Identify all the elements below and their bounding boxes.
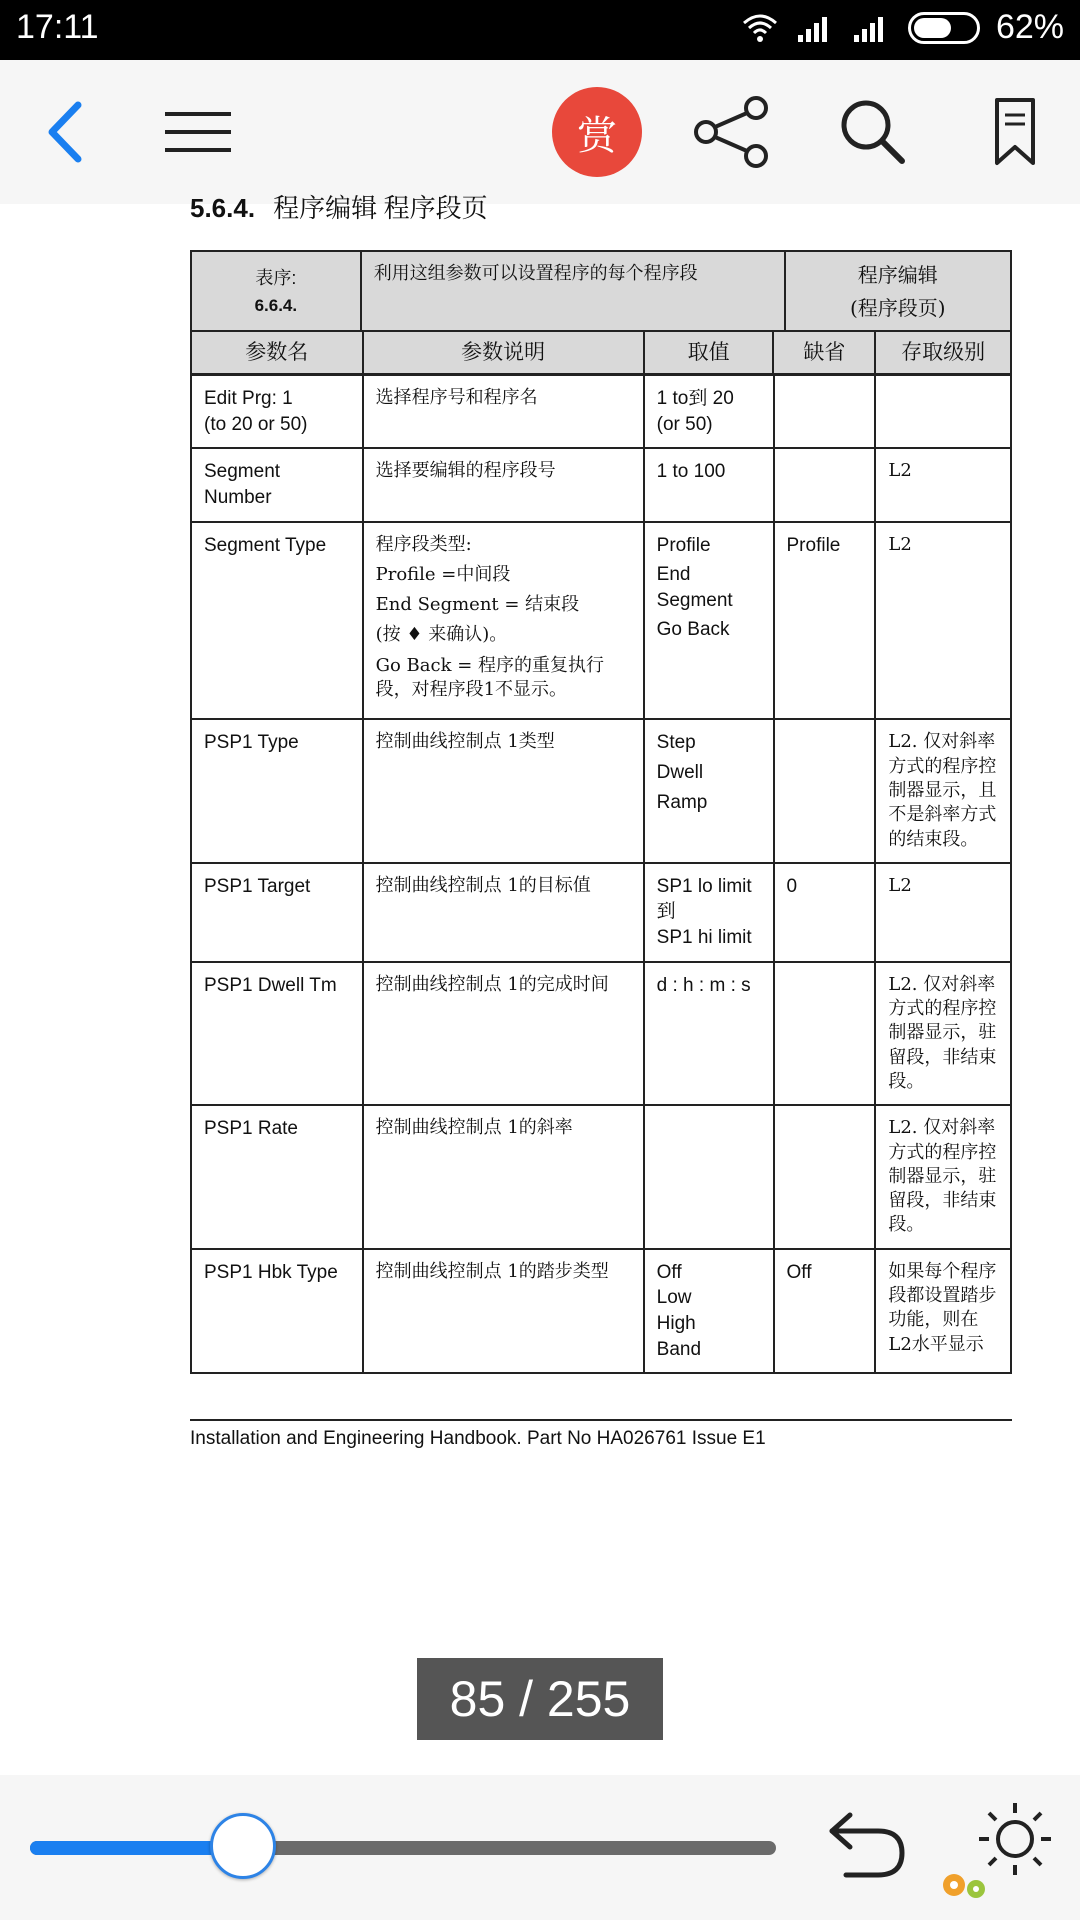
menu-button[interactable]: [160, 60, 236, 204]
param-desc-line: 控制曲线控制点 1的斜率: [375, 1117, 573, 1139]
param-name-line: PSP1 Target: [204, 875, 311, 897]
param-value-line: Dwell: [656, 761, 704, 783]
table-label: 表序:: [255, 268, 297, 289]
table-header-block: [190, 250, 1012, 334]
param-value-line: High: [656, 1313, 696, 1334]
param-value-line: d : h : m : s: [656, 974, 751, 996]
table-row: [191, 1249, 1011, 1374]
param-desc-line: 控制曲线控制点 1的目标值: [375, 874, 591, 896]
param-default-text: Profile: [786, 534, 841, 556]
page-indicator: 85 / 255: [417, 1658, 663, 1740]
table-label-cell: [191, 251, 361, 333]
param-value-line: 1 to 100: [656, 461, 726, 483]
back-button[interactable]: [30, 60, 100, 204]
table-row: [191, 962, 1011, 1105]
param-value-line: SP1 hi limit: [656, 927, 752, 949]
param-name-cell: [191, 1105, 363, 1248]
table-row: [191, 448, 1011, 521]
param-name-cell: [191, 375, 363, 448]
share-icon: [692, 96, 772, 168]
footer-text: Installation and Engineering Handbook. Part No HA026761 Issue E1: [190, 1428, 766, 1449]
param-desc-line: 控制曲线控制点 1的完成时间: [375, 973, 609, 995]
param-desc-cell: [363, 863, 644, 962]
param-default-cell: [774, 448, 876, 521]
param-value-cell: [644, 863, 774, 962]
param-default-cell: [774, 522, 876, 720]
col-header-default: 缺省: [773, 331, 875, 374]
status-icons: [740, 8, 1064, 47]
param-value-cell: [644, 1249, 774, 1374]
param-access-cell: [875, 962, 1011, 1105]
wifi-icon: [740, 13, 780, 43]
table-row: [191, 719, 1011, 862]
param-access-text: L2: [888, 460, 912, 482]
param-value-line: Low: [656, 1287, 692, 1309]
col-header-desc: 参数说明: [363, 331, 644, 374]
param-desc-line: (按 ♦ 来确认)。: [375, 624, 508, 646]
param-value-line: 到: [656, 901, 676, 923]
page-slider-thumb[interactable]: [210, 1813, 276, 1879]
bottom-bar: [0, 1775, 1080, 1920]
param-value-line: Ramp: [656, 791, 708, 813]
table-title-line2: (程序段页): [849, 296, 946, 320]
param-desc-cell: [363, 375, 644, 448]
param-desc-line: 选择程序号和程序名: [375, 387, 538, 408]
section-title: 程序编辑 程序段页: [273, 194, 488, 223]
param-name-cell: [191, 719, 363, 862]
col-header-access: 存取级别: [875, 331, 1011, 374]
top-toolbar: [0, 60, 1080, 204]
param-name-line: Segment: [204, 461, 281, 483]
param-name-line: Number: [204, 486, 272, 508]
parameter-table: [190, 374, 1012, 1374]
reward-button[interactable]: 赏: [552, 87, 642, 177]
param-name-line: (to 20 or 50): [204, 413, 308, 435]
share-button[interactable]: [690, 60, 774, 204]
param-name-line: PSP1 Type: [204, 732, 299, 754]
param-desc-line: 控制曲线控制点 1类型: [375, 731, 555, 753]
signal-icon-2: [852, 13, 892, 43]
gear-icon: [938, 1865, 994, 1905]
param-value-line: Go Back: [656, 619, 730, 641]
undo-button[interactable]: [826, 1805, 910, 1889]
param-access-text: L2. 仅对斜率方式的程序控制器显示，驻留段，非结束段。: [888, 973, 997, 1092]
param-name-line: Segment Type: [204, 534, 327, 556]
search-icon: [838, 97, 908, 167]
param-desc-line: 程序段类型:: [375, 533, 472, 555]
chevron-left-icon: [40, 97, 90, 167]
param-desc-cell: [363, 448, 644, 521]
param-access-cell: [875, 522, 1011, 720]
table-title-line1: 程序编辑: [857, 263, 938, 287]
watermark-logo: [938, 1865, 994, 1908]
param-default-cell: [774, 1105, 876, 1248]
menu-icon: [165, 110, 231, 154]
page-slider[interactable]: [30, 1841, 776, 1855]
battery-percent: 62%: [995, 8, 1064, 46]
param-value-cell: [644, 375, 774, 448]
param-access-cell: [875, 375, 1011, 448]
param-access-cell: [875, 863, 1011, 962]
param-value-line: SP1 lo limit: [656, 875, 752, 897]
param-value-line: Step: [656, 732, 696, 754]
param-name-cell: [191, 1249, 363, 1374]
param-default-cell: [774, 863, 876, 962]
param-access-text: 如果每个程序段都设置踏步功能，则在L2水平显示: [888, 1260, 997, 1355]
param-value-cell: [644, 522, 774, 720]
param-desc-line: Go Back = 程序的重复执行段，对程序段1不显示。: [375, 654, 605, 701]
param-desc-cell: [363, 962, 644, 1105]
bookmark-button[interactable]: [985, 60, 1045, 204]
column-header-row: [190, 330, 1012, 375]
param-value-cell: [644, 962, 774, 1105]
table-row: [191, 522, 1011, 720]
param-default-cell: [774, 962, 876, 1105]
col-header-value: 取值: [644, 331, 774, 374]
col-header-name: 参数名: [191, 331, 363, 374]
param-access-text: L2. 仅对斜率方式的程序控制器显示，驻留段，非结束段。: [888, 1117, 997, 1236]
param-value-line: End Segment: [656, 564, 733, 611]
param-value-line: Off: [656, 1261, 682, 1283]
status-time: 17:11: [16, 8, 99, 46]
param-value-cell: [644, 448, 774, 521]
param-access-text: L2: [888, 874, 912, 896]
param-access-cell: [875, 719, 1011, 862]
signal-icon: [796, 13, 836, 43]
table-title-cell: [785, 251, 1011, 333]
param-desc-cell: [363, 1105, 644, 1248]
param-name-cell: [191, 962, 363, 1105]
param-name-line: PSP1 Hbk Type: [204, 1261, 338, 1283]
param-access-text: L2: [888, 533, 912, 555]
param-default-text: Off: [786, 1261, 812, 1283]
table-row: [191, 1105, 1011, 1248]
param-desc-cell: [363, 719, 644, 862]
param-name-line: PSP1 Dwell Tm: [204, 974, 337, 996]
param-value-line: Band: [656, 1338, 702, 1360]
param-name-line: Edit Prg: 1: [204, 388, 293, 409]
table-row: [191, 375, 1011, 448]
param-desc-line: 控制曲线控制点 1的踏步类型: [375, 1260, 609, 1282]
param-name-cell: [191, 863, 363, 962]
param-default-text: 0: [786, 875, 798, 897]
table-number: 6.6.4.: [254, 295, 298, 315]
document-page[interactable]: [0, 193, 1080, 1774]
battery-icon: [908, 12, 980, 44]
param-access-cell: [875, 1105, 1011, 1248]
param-value-line: 1 to到 20: [656, 388, 734, 409]
param-desc-cell: [363, 522, 644, 720]
param-access-cell: [875, 448, 1011, 521]
bookmark-icon: [993, 97, 1037, 167]
param-value-cell: [644, 1105, 774, 1248]
param-value-line: (or 50): [656, 413, 713, 435]
param-name-cell: [191, 522, 363, 720]
param-name-cell: [191, 448, 363, 521]
param-name-line: PSP1 Rate: [204, 1118, 298, 1140]
param-default-cell: [774, 375, 876, 448]
param-access-cell: [875, 1249, 1011, 1374]
status-bar: [0, 0, 1080, 60]
param-desc-line: 选择要编辑的程序段号: [375, 460, 556, 482]
param-default-cell: [774, 1249, 876, 1374]
section-number: 5.6.4.: [190, 193, 256, 223]
param-desc-line: End Segment = 结束段: [375, 594, 580, 616]
section-heading: [190, 188, 488, 225]
param-desc-line: Profile =中间段: [375, 563, 511, 585]
param-default-cell: [774, 719, 876, 862]
param-desc-cell: [363, 1249, 644, 1374]
undo-icon: [826, 1805, 910, 1885]
search-button[interactable]: [836, 60, 910, 204]
table-row: [191, 863, 1011, 962]
param-value-line: Profile: [656, 534, 711, 556]
param-access-text: L2. 仅对斜率方式的程序控制器显示，且不是斜率方式的结束段。: [888, 731, 997, 850]
table-description: 利用这组参数可以设置程序的每个程序段: [361, 251, 785, 333]
param-value-cell: [644, 719, 774, 862]
footer-rule: [190, 1419, 1012, 1421]
